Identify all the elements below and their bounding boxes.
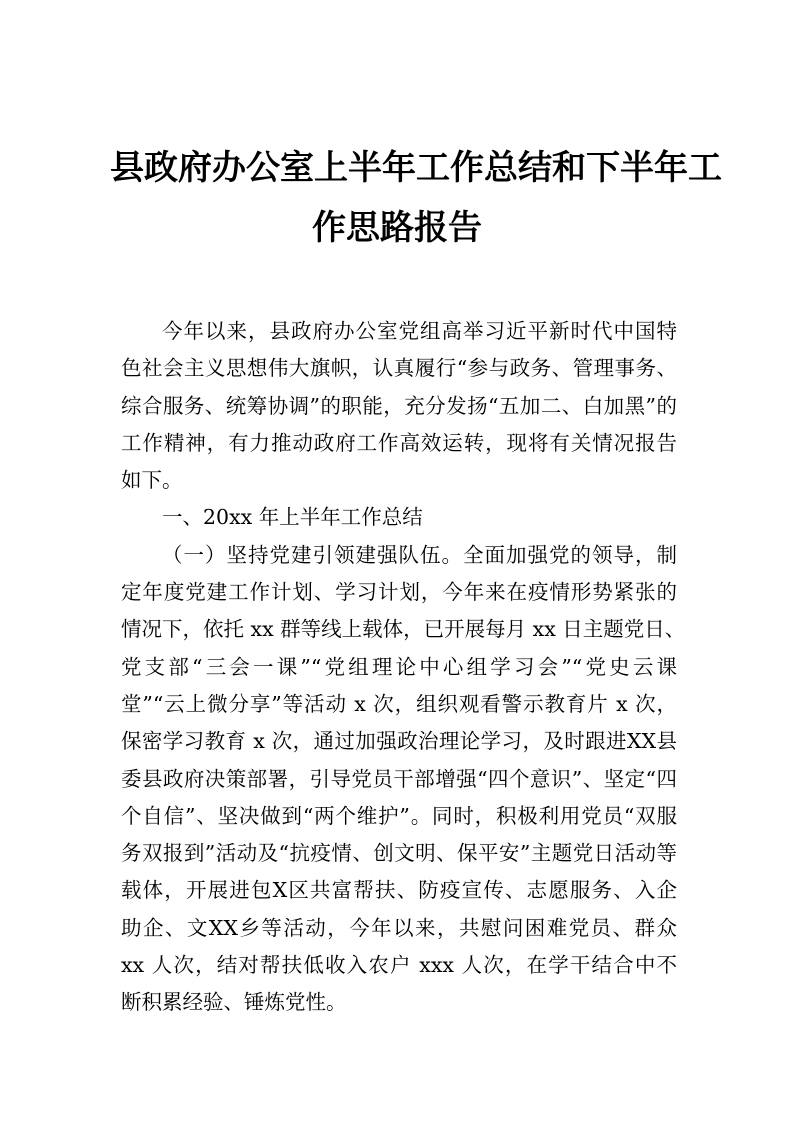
document-title-line-1: 县政府办公室上半年工作总结和下半年工 xyxy=(110,148,722,188)
body-line: 党支部“三会一课”“党组理论中心组学习会”“党史云课 xyxy=(121,654,677,679)
section-heading: 一、20xx 年上半年工作总结 xyxy=(162,505,423,530)
document-title-line-2: 作思路报告 xyxy=(312,208,482,248)
body-line: 堂”“云上微分享”等活动 x 次，组织观看警示教育片 x 次， xyxy=(121,691,677,716)
body-line: 如下。 xyxy=(121,468,183,493)
body-line: 个自信”、坚决做到“两个维护”。同时，积极利用党员“双服 xyxy=(121,803,677,828)
body-line: 务双报到”活动及“抗疫情、创文明、保平安”主题党日活动等 xyxy=(121,841,677,866)
body-line: 委县政府决策部署，引导党员干部增强“四个意识”、坚定“四 xyxy=(121,766,677,791)
body-line: 情况下，依托 xx 群等线上载体，已开展每月 xx 日主题党日、 xyxy=(121,617,686,642)
body-line: 载体，开展进包X区共富帮扶、防疫宣传、志愿服务、入企 xyxy=(121,878,677,903)
body-line: 综合服务、统筹协调”的职能，充分发扬“五加二、白加黑”的 xyxy=(121,393,677,418)
body-line: 色社会主义思想伟大旗帜，认真履行“参与政务、管理事务、 xyxy=(121,356,677,381)
body-line: 断积累经验、锤炼党性。 xyxy=(121,990,347,1015)
body-line: 保密学习教育 x 次，通过加强政治理论学习，及时跟进XX县 xyxy=(121,729,677,754)
body-line: 工作精神，有力推动政府工作高效运转，现将有关情况报告 xyxy=(121,430,677,455)
body-line: 定年度党建工作计划、学习计划，今年来在疫情形势紧张的 xyxy=(121,580,677,605)
body-line: 助企、文XX乡等活动，今年以来，共慰问困难党员、群众 xyxy=(121,915,677,940)
body-line: （一）坚持党建引领建强队伍。全面加强党的领导，制 xyxy=(162,542,677,567)
body-line: xx 人次，结对帮扶低收入农户 xxx 人次，在学干结合中不 xyxy=(121,953,677,978)
body-line: 今年以来，县政府办公室党组高举习近平新时代中国特 xyxy=(162,319,677,343)
document-body xyxy=(121,313,686,1022)
